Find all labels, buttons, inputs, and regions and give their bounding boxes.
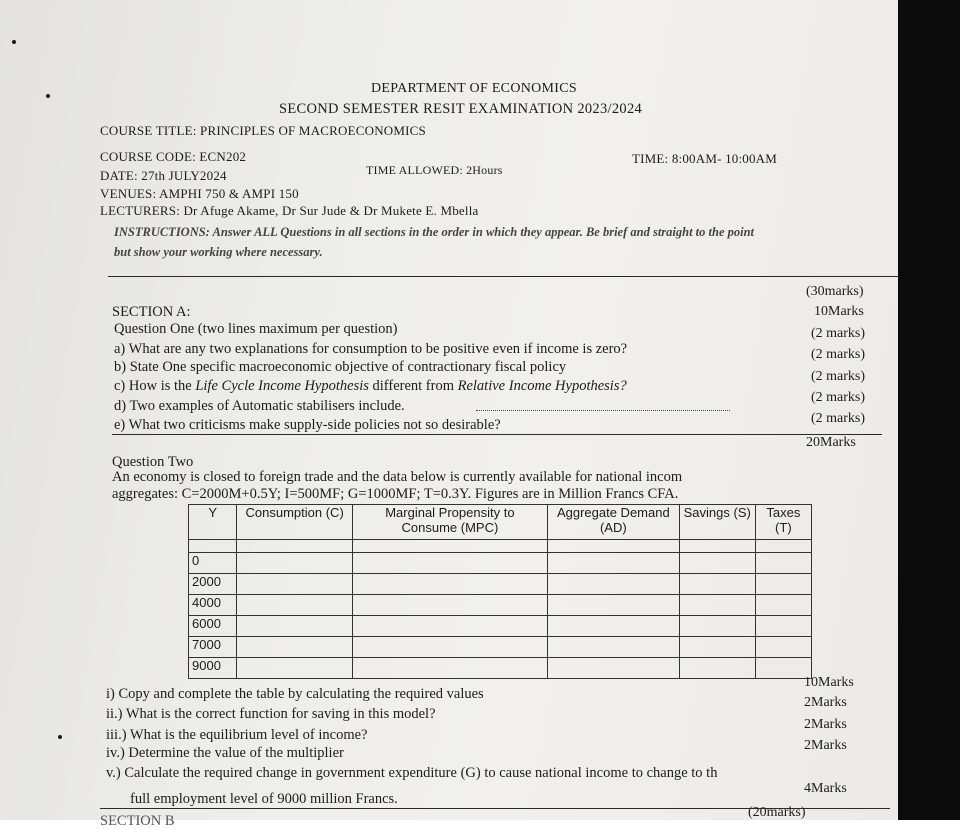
question-a: a) What are any two explanations for consumption to be positive even if income is zero?: [114, 341, 628, 357]
question-b-marks: (2 marks): [811, 347, 866, 362]
subquestion-v-line-2: full employment level of 9000 million Francs.: [130, 791, 398, 807]
table-row: [189, 637, 812, 658]
venues: VENUES: AMPHI 750 & AMPI 150: [100, 186, 299, 201]
course-title: COURSE TITLE: PRINCIPLES OF MACROECONOMICS: [100, 123, 426, 138]
question-a-marks: (2 marks): [811, 326, 866, 341]
exam-time: TIME: 8:00AM- 10:00AM: [632, 151, 778, 166]
scan-speck: [12, 40, 16, 44]
header-consumption: Consumption (C): [237, 505, 352, 540]
lecturers: LECTURERS: Dr Afuge Akame, Dr Sur Jude & Dr Mukete E. Mbella: [100, 203, 479, 218]
instructions-line-2: but show your working where necessary.: [114, 245, 323, 259]
table-row: [189, 616, 812, 637]
instructions-line-1: INSTRUCTIONS: Answer ALL Questions in all sections in the order in which they appear. Be brief and straight to the point: [114, 225, 755, 239]
question-d-marks: (2 marks): [811, 390, 866, 405]
subquestion-iv: iv.) Determine the value of the multiplier: [106, 745, 344, 761]
question-c-marks: (2 marks): [811, 369, 866, 384]
income-data-table: [188, 504, 812, 679]
question-one-marks: 10Marks: [814, 304, 864, 319]
exam-title: SECOND SEMESTER RESIT EXAMINATION 2023/2024: [279, 101, 643, 117]
question-divider: [112, 434, 882, 435]
subquestion-ii: ii.) What is the correct function for saving in this model?: [106, 706, 436, 722]
department-name: DEPARTMENT OF ECONOMICS: [371, 81, 577, 96]
subquestion-v-marks: 4Marks: [804, 781, 847, 796]
question-c: c) How is the Life Cycle Income Hypothesis different from Relative Income Hypothesis?: [114, 378, 627, 394]
income-value: 2000: [189, 574, 237, 595]
subquestion-iii: iii.) What is the equilibrium level of income?: [106, 727, 368, 743]
scan-speck: [46, 94, 50, 98]
scan-dark-edge: [898, 0, 960, 820]
subquestion-iv-marks: 2Marks: [804, 738, 847, 753]
question-b: b) State One specific macroeconomic objective of contractionary fiscal policy: [114, 359, 567, 375]
subquestion-i-marks: 10Marks: [804, 675, 854, 690]
income-value: 9000: [189, 658, 237, 679]
course-code: COURSE CODE: ECN202: [100, 149, 247, 164]
table-row: [189, 553, 812, 574]
question-two-title: Question Two: [112, 454, 194, 470]
section-a-marks: (30marks): [806, 284, 864, 299]
question-e-marks: (2 marks): [811, 411, 866, 426]
section-divider: [108, 276, 898, 277]
header-taxes: Taxes (T): [755, 505, 811, 540]
scan-speck: [58, 735, 62, 739]
question-one-title: Question One (two lines maximum per question): [114, 321, 398, 337]
subquestion-v-line-1: v.) Calculate the required change in government expenditure (G) to cause national income to change to th: [106, 765, 718, 781]
question-e: e) What two criticisms make supply-side policies not so desirable?: [114, 417, 501, 433]
header-aggregate-demand: Aggregate Demand (AD): [547, 505, 679, 540]
table-row: [189, 595, 812, 616]
header-income: Y: [189, 505, 237, 540]
header-savings: Savings (S): [679, 505, 755, 540]
subquestion-ii-marks: 2Marks: [804, 695, 847, 710]
answer-dotted-line: [476, 410, 730, 411]
time-allowed: TIME ALLOWED: 2Hours: [366, 163, 503, 177]
exam-date: DATE: 27th JULY2024: [100, 168, 227, 183]
income-value: 4000: [189, 595, 237, 616]
section-a-title: SECTION A:: [112, 304, 191, 320]
question-d: d) Two examples of Automatic stabilisers include.: [114, 398, 405, 414]
table-row: [189, 574, 812, 595]
header-mpc: Marginal Propensity to Consume (MPC): [352, 505, 547, 540]
question-two-intro-2: aggregates: C=2000M+0.5Y; I=500MF; G=1000MF; T=0.3Y. Figures are in Million Francs CFA.: [112, 486, 679, 502]
income-value: 7000: [189, 637, 237, 658]
question-two-intro-1: An economy is closed to foreign trade and the data below is currently available for national incom: [112, 469, 683, 485]
subquestion-iii-marks: 2Marks: [804, 717, 847, 732]
section-b-title: SECTION B: [100, 813, 175, 829]
subquestion-i: i) Copy and complete the table by calculating the required values: [106, 686, 484, 702]
section-b-marks: (20marks): [748, 805, 806, 820]
table-header-row: [189, 505, 812, 540]
table-spacer-row: [189, 540, 812, 553]
question-two-marks: 20Marks: [806, 435, 856, 450]
income-value: 0: [189, 553, 237, 574]
table-row: [189, 658, 812, 679]
income-value: 6000: [189, 616, 237, 637]
